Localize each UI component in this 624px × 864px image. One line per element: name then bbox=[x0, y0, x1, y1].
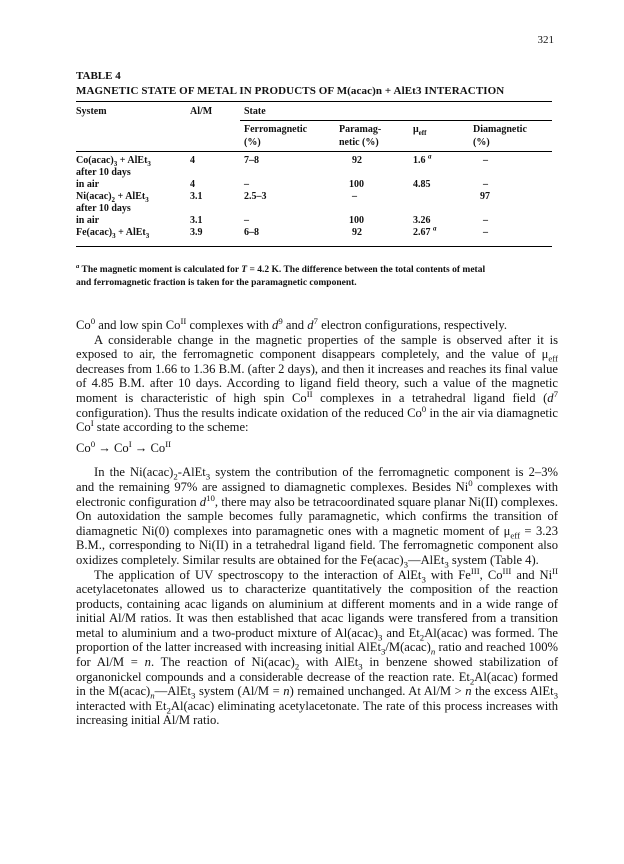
table-bottom-rule bbox=[76, 246, 552, 247]
col-header-state: State bbox=[244, 106, 266, 117]
col-header-ferromagnetic: Ferromagnetic bbox=[244, 124, 308, 135]
table-cell-ferro: 6–8 bbox=[244, 227, 259, 238]
col-header-paramagnetic-line1: Paramag- bbox=[339, 124, 382, 135]
col-header-al-m: Al/M bbox=[190, 106, 213, 117]
col-header-ferromagnetic-unit: (%) bbox=[244, 137, 261, 148]
table-cell-mu: 1.6 $^a$ bbox=[413, 152, 432, 166]
paragraph-2: A considerable change in the magnetic properties of the sample is observed after it is exposed to air, the ferromagnetic component disappears completely, and the value of $\mu_{eff}$ decreases from 1.66 to 1.36 B.M. (after 2 days), and then it increases and reaches its final value of 4.85 B.M. after 10 days. According to ligand field theory, such a value of the magnetic moment is characteristic of high spin $Co^{II}$ complexes in a tetrahedral ligand field ($d^7$ configuration). Thus the results indicate oxidation of the reduced Co$^0$ in the air via diamagnetic $Co^I$ state according to the scheme: bbox=[76, 332, 558, 435]
table-caption: MAGNETIC STATE OF METAL IN PRODUCTS OF M(acac)n + AlEt3 INTERACTION bbox=[76, 85, 505, 97]
table-header-rule bbox=[76, 151, 552, 152]
page-number: 321 bbox=[537, 34, 554, 46]
table-cell-mu: 2.67 $^a$ bbox=[413, 224, 437, 238]
table-cell-al-m: 3.9 bbox=[190, 227, 203, 238]
table-cell-mu: 3.26 bbox=[413, 215, 431, 226]
table-label: TABLE 4 bbox=[76, 70, 121, 82]
table-footnote: $^a$ The magnetic moment is calculated for T = 4.2 K. The difference between the total contents of metal and ferromagnetic fraction is taken for the paramagnetic component. bbox=[76, 262, 486, 288]
table-cell-dia: 97 bbox=[480, 191, 490, 202]
paragraph-1: Co$^0$ and low spin $Co^{II}$ complexes with $d^9$ and $d^7$ electron configurations, respectively. bbox=[76, 315, 508, 332]
table-cell-system: after 10 days bbox=[76, 167, 131, 178]
table-cell-ferro: 2.5–3 bbox=[244, 191, 267, 202]
table-cell-ferro: – bbox=[244, 179, 249, 190]
table-cell-dia: – bbox=[483, 215, 488, 226]
table-cell-al-m: 3.1 bbox=[190, 191, 203, 202]
table-cell-para: – bbox=[352, 191, 357, 202]
table-cell-system: in air bbox=[76, 215, 100, 226]
table-cell-al-m: 4 bbox=[190, 179, 195, 190]
table-cell-para: 92 bbox=[352, 155, 362, 166]
reaction-scheme: $Co^0 \to Co^I \to Co^{II}$ bbox=[76, 438, 172, 455]
table-top-rule bbox=[76, 101, 552, 102]
table-cell-para: 100 bbox=[349, 179, 364, 190]
table-cell-system: $Co(acac)_3$ + AlEt$_3$ bbox=[76, 155, 151, 168]
state-subheader-rule bbox=[240, 120, 552, 121]
table-cell-ferro: 7–8 bbox=[244, 155, 259, 166]
table-cell-dia: – bbox=[483, 179, 488, 190]
table-cell-para: 92 bbox=[352, 227, 362, 238]
table-cell-dia: – bbox=[483, 227, 488, 238]
table-cell-mu: 4.85 bbox=[413, 179, 431, 190]
col-header-diamagnetic: Diamagnetic bbox=[473, 124, 527, 135]
body-text bbox=[76, 315, 559, 728]
table-cell-system: in air bbox=[76, 179, 100, 190]
table-cell-system: $Ni(acac)_2$ + AlEt$_3$ bbox=[76, 191, 149, 204]
table-cell-al-m: 4 bbox=[190, 155, 195, 166]
col-header-diamagnetic-unit: (%) bbox=[473, 137, 490, 148]
table-cell-dia: – bbox=[483, 155, 488, 166]
col-header-system: System bbox=[76, 106, 107, 117]
table-cell-para: 100 bbox=[349, 215, 364, 226]
table-cell-system: after 10 days bbox=[76, 203, 131, 214]
paragraph-3: In the $Ni(acac)_2-AlEt_3$ system the contribution of the ferromagnetic component is 2–3% and the remaining 97% are assigned to diamagnetic complexes. Besides Ni$^0$ complexes with electronic configuration $d^{10}$, there may also be tetracoordinated square planar Ni(II) complexes. On autoxidation the sample becomes fully paramagnetic, which confirms the transition of diamagnetic Ni(0) complexes into paramagnetic ones with a magnetic moment of $\mu_{eff} = 3.23$ B.M., corresponding to Ni(II) in a tetrahedral ligand field. The ferromagnetic component also oxidizes completely. Similar results are obtained for the $Fe(acac)_3—AlEt_3$ system (Table 4). bbox=[76, 465, 559, 570]
paragraph-4: The application of UV spectroscopy to the interaction of AlEt$_3$ with $Fe^{III}$, $Co^{III}$ and $Ni^{II}$ acetylacetonates allowed us to characterize quantitatively the composition of the reaction products, containing acac ligands on aluminium at different moments and in a wide range of initial Al/M ratios. It was then established that acac ligands were transfered from a transition metal to aluminium and a two-product mixture of $Al(acac)_3$ and $Et_2Al(acac)$ was formed. The proportion of the latter increased with increasing initial $AlEt_3/M(acac)_n$ ratio and reached 100% for Al/M = n. The reaction of $Ni(acac)_2$ with AlEt$_3$ in benzene showed stabilization of organonickel compounds and a considerable decrease of the reaction rate. $Et_2Al(acac)$ formed in the $M(acac)_n—AlEt_3$ system (Al/M = n) remained unchanged. At Al/M > n the excess AlEt$_3$ interacted with $Et_2Al(acac)$ eliminating acetylacetonate. The rate of this process increases with increasing initial Al/M ratio. bbox=[76, 565, 559, 728]
table-cell-ferro: – bbox=[244, 215, 249, 226]
col-header-mu-eff: $\mu_{eff}$ bbox=[413, 124, 427, 137]
table-cell-system: $Fe(acac)_3$ + AlEt$_3$ bbox=[76, 227, 150, 240]
table-cell-al-m: 3.1 bbox=[190, 215, 203, 226]
col-header-paramagnetic-line2: netic (%) bbox=[339, 137, 379, 148]
